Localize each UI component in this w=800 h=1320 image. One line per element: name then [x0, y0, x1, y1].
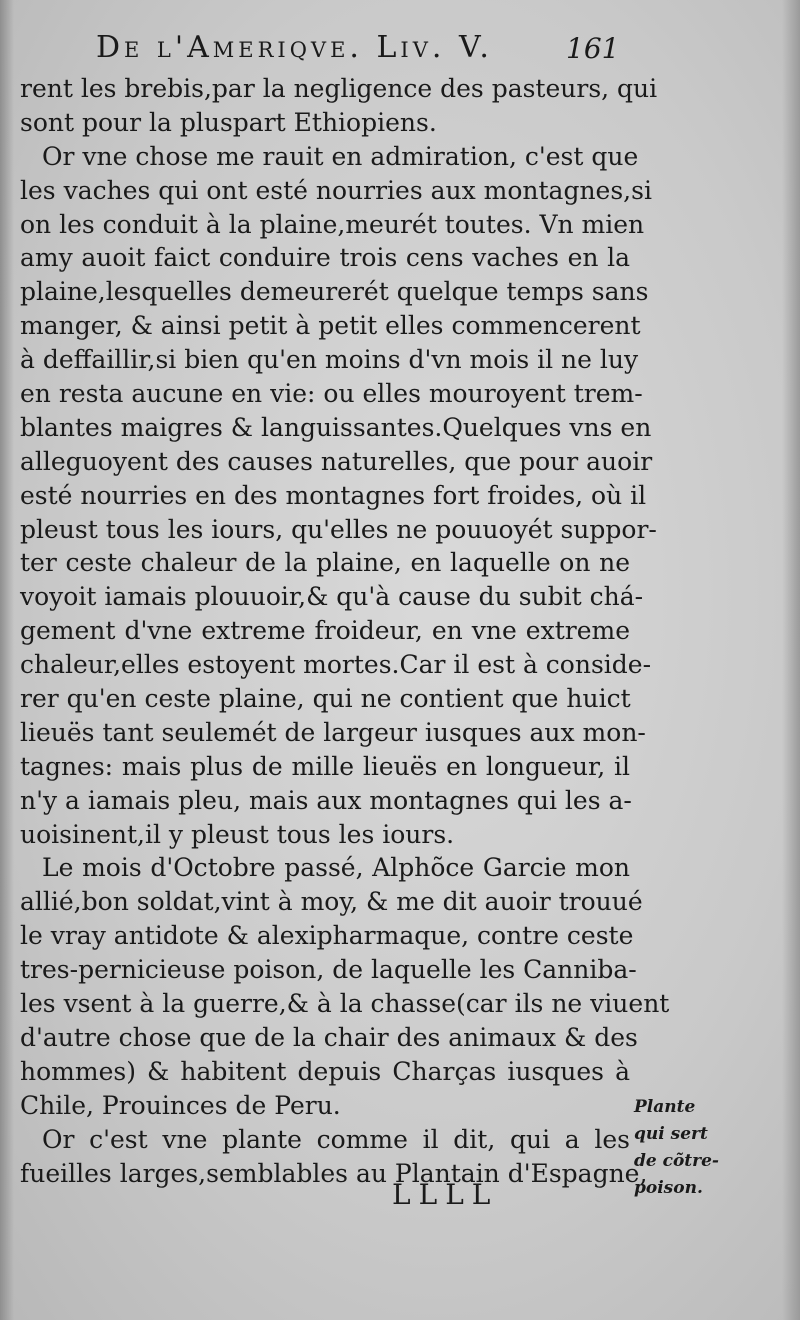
text-line: fueilles larges,semblables au Plantain d'Espagne,: [20, 1158, 648, 1188]
text-line: tres-pernicieuse poison, de laquelle les Canniba-: [20, 955, 637, 985]
text-line: gement d'vne extreme froideur, en vne extreme: [20, 616, 630, 646]
text-line: amy auoit faict conduire trois cens vaches en la: [20, 243, 630, 273]
text-line: rer qu'en ceste plaine, qui ne contient que huict: [20, 684, 631, 714]
running-title: De l'Ameriqve. Liv. V.: [96, 30, 493, 65]
marginal-note-line: Plante: [634, 1097, 696, 1117]
page-number: 161: [566, 32, 620, 65]
text-line: les vaches qui ont esté nourries aux montagnes,si: [20, 175, 652, 205]
text-line: Or vne chose me rauit en admiration, c'est que: [42, 141, 639, 171]
text-line: n'y a iamais pleu, mais aux montagnes qui les a-: [20, 785, 632, 815]
marginal-note-line: qui sert: [634, 1124, 708, 1144]
text-line: ter ceste chaleur de la plaine, en laquelle on ne: [20, 548, 630, 578]
text-line: Or c'est vne plante comme il dit, qui a les: [42, 1124, 630, 1154]
text-line: plaine,lesquelles demeurerét quelque temps sans: [20, 277, 649, 307]
text-line: pleust tous les iours, qu'elles ne pouuoyét suppor-: [20, 514, 657, 544]
text-line: d'autre chose que de la chair des animaux & des: [20, 1022, 638, 1052]
body-text: [20, 72, 670, 1190]
text-line: allié,bon soldat,vint à moy, & me dit auoir trouué: [20, 887, 643, 917]
text-line: esté nourries en des montagnes fort froides, où il: [20, 480, 647, 510]
text-line: manger, & ainsi petit à petit elles commencerent: [20, 311, 641, 341]
text-line: Chile, Prouinces de Peru.: [20, 1090, 341, 1120]
text-line: blantes maigres & languissantes.Quelques vns en: [20, 412, 652, 442]
text-line: hommes) & habitent depuis Charças iusques à: [20, 1056, 630, 1086]
text-line: uoisinent,il y pleust tous les iours.: [20, 819, 455, 849]
marginal-note-line: de cõtre-: [634, 1151, 719, 1171]
marginal-note: [634, 1094, 744, 1202]
text-line: rent les brebis,par la negligence des pasteurs, qui: [20, 74, 658, 103]
marginal-note-line: poison.: [634, 1178, 703, 1198]
text-line: sont pour la pluspart Ethiopiens.: [20, 107, 437, 137]
text-line: chaleur,elles estoyent mortes.Car il est à conside-: [20, 650, 652, 680]
text-line: alleguoyent des causes naturelles, que pour auoir: [20, 446, 653, 476]
text-line: à deffaillir,si bien qu'en moins d'vn mois il ne luy: [20, 345, 639, 375]
text-line: Le mois d'Octobre passé, Alphõce Garcie mon: [42, 853, 630, 883]
text-line: en resta aucune en vie: ou elles mouroyent trem-: [20, 379, 643, 409]
text-line: les vsent à la guerre,& à la chasse(car ils ne viuent: [20, 989, 670, 1019]
text-line: lieuës tant seulemét de largeur iusques aux mon-: [20, 717, 646, 747]
text-line: on les conduit à la plaine,meurét toutes. Vn mien: [20, 209, 645, 239]
signature-mark: LLLL: [392, 1178, 499, 1211]
text-line: tagnes: mais plus de mille lieuës en longueur, il: [20, 751, 630, 781]
text-line: voyoit iamais plouuoir,& qu'à cause du subit chá-: [20, 582, 644, 612]
text-line: le vray antidote & alexipharmaque, contre ceste: [20, 921, 634, 951]
